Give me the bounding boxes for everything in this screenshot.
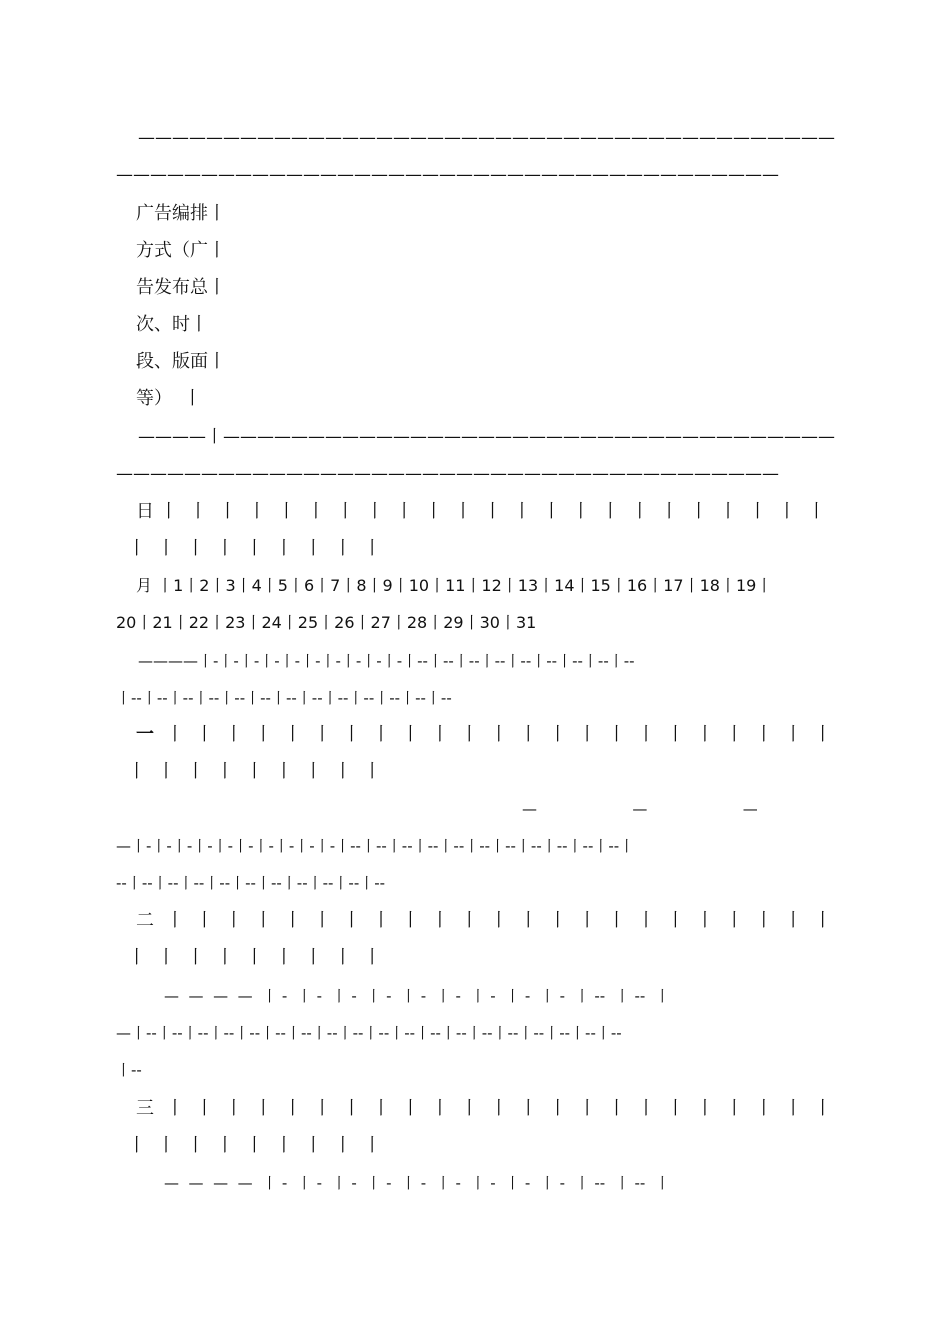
row-two-label: 二 [136, 910, 154, 931]
rule-top-line-1: ————————————————————————————————————————— [138, 128, 835, 148]
separator-a-line-1: ————丨-丨-丨-丨-丨-丨-丨-丨-丨-丨-丨--丨--丨--丨--丨--丨--丨--丨--丨-- [138, 652, 635, 670]
separator-b-line-2: --丨--丨--丨--丨--丨--丨--丨--丨--丨--丨-- [116, 874, 386, 892]
label-line: 次、时丨 [136, 314, 208, 335]
row-one-label: 一 [136, 724, 154, 745]
label-line: 段、版面丨 [136, 351, 226, 372]
separator-c-line-2: —丨--丨--丨--丨--丨--丨--丨--丨--丨--丨--丨--丨--丨--丨--丨--丨--丨--丨--丨-- [116, 1024, 622, 1042]
month-row-line-1: 月 丨1丨2丨3丨4丨5丨6丨7丨8丨9丨10丨11丨12丨13丨14丨15丨16丨17丨18丨19丨 [136, 576, 773, 595]
label-line: 告发布总丨 [136, 277, 226, 298]
row-one-line-1: 丨 丨 丨 丨 丨 丨 丨 丨 丨 丨 丨 丨 丨 丨 丨 丨 丨 丨 丨 丨 丨 丨 丨 [166, 724, 832, 745]
row-two-line-2: 丨 丨 丨 丨 丨 丨 丨 丨 丨 [122, 947, 382, 968]
row-three-line-2: 丨 丨 丨 丨 丨 丨 丨 丨 丨 [122, 1135, 382, 1156]
row-two-line-1: 丨 丨 丨 丨 丨 丨 丨 丨 丨 丨 丨 丨 丨 丨 丨 丨 丨 丨 丨 丨 丨 丨 丨 [166, 910, 832, 931]
day-row-line-1: 日 丨 丨 丨 丨 丨 丨 丨 丨 丨 丨 丨 丨 丨 丨 丨 丨 丨 丨 丨 丨 丨 丨 丨 [136, 501, 826, 522]
label-line: 广告编排丨 [136, 203, 226, 224]
separator-a-line-2: 丨--丨--丨--丨--丨--丨--丨--丨--丨--丨--丨--丨--丨-- [116, 689, 452, 707]
rule-top-line-2: ——————————————————————————————————————— [116, 165, 779, 185]
separator-d-line-1: — — — — 丨 - 丨 - 丨 - 丨 - 丨 - 丨 - 丨 - 丨 - 丨 - 丨 -- 丨 -- 丨 [164, 1174, 670, 1192]
separator-b-line-1: —丨-丨-丨-丨-丨-丨-丨-丨-丨-丨-丨--丨--丨--丨--丨--丨--丨--丨--丨--丨--丨--丨 [116, 837, 635, 855]
month-row-line-2: 20丨21丨22丨23丨24丨25丨26丨27丨28丨29丨30丨31 [116, 613, 537, 632]
row-three-line-1: 丨 丨 丨 丨 丨 丨 丨 丨 丨 丨 丨 丨 丨 丨 丨 丨 丨 丨 丨 丨 丨 丨 丨 [166, 1098, 832, 1119]
row-one-line-2: 丨 丨 丨 丨 丨 丨 丨 丨 丨 [122, 761, 382, 782]
separator-c-line-3: 丨-- [116, 1061, 142, 1079]
label-line: 方式（广丨 [136, 240, 226, 261]
separator-b-line-0: — — — [522, 800, 758, 818]
day-row-line-2: 丨 丨 丨 丨 丨 丨 丨 丨 丨 [122, 538, 382, 559]
rule-mid-line-1: ————丨———————————————————————————————————— [138, 427, 835, 447]
separator-c-line-1: — — — — 丨 - 丨 - 丨 - 丨 - 丨 - 丨 - 丨 - 丨 - 丨 - 丨 -- 丨 -- 丨 [164, 987, 670, 1005]
row-three-label: 三 [136, 1098, 154, 1119]
label-line: 等） 丨 [136, 388, 202, 409]
rule-mid-line-2: ——————————————————————————————————————— [116, 464, 779, 484]
